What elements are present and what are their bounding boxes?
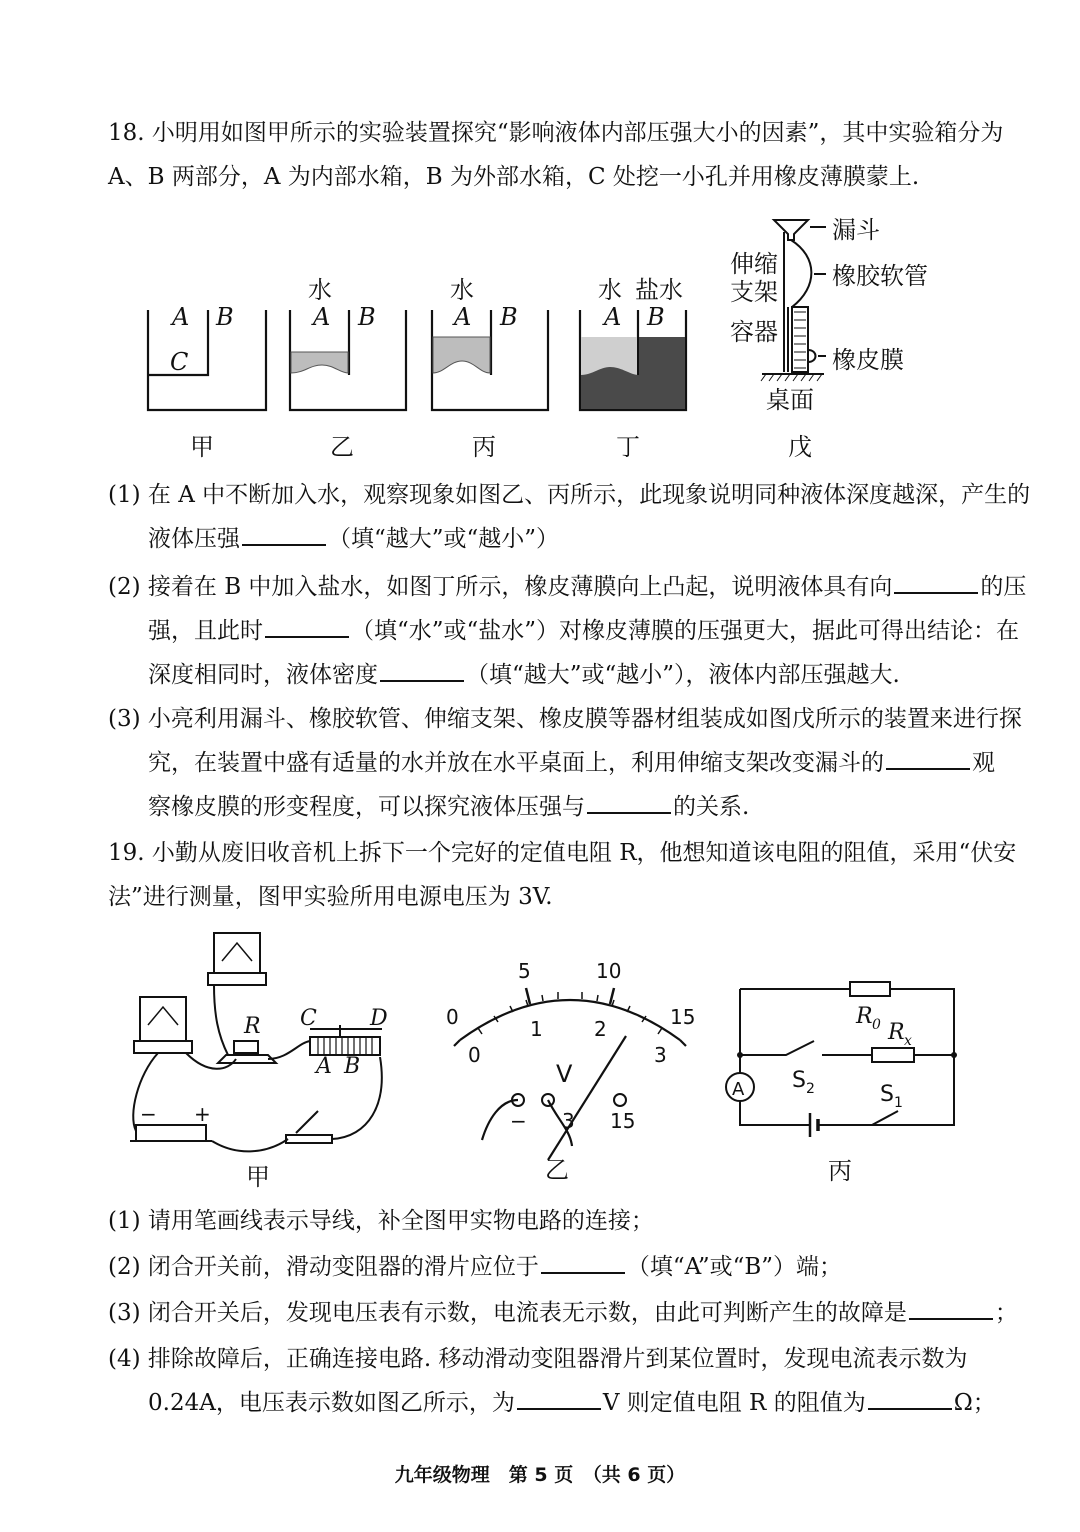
q18-p2-blank-direction[interactable]	[894, 591, 978, 594]
label-S2-sub: 2	[806, 1081, 815, 1097]
label-S2: S	[792, 1068, 806, 1093]
q18-p3-line1: (3) 小亮利用漏斗、橡胶软管、伸缩支架、橡皮膜等器材组装成如图戊所示的装置来进行探	[108, 706, 1022, 732]
q19-figure-physical-circuit	[118, 925, 408, 1195]
label-S1-sub: 1	[894, 1095, 903, 1111]
q18-p2-blank-liquid[interactable]	[265, 635, 349, 638]
dial-top-0: 0	[446, 1005, 459, 1029]
q19-p3-blank-fault[interactable]	[909, 1317, 993, 1320]
q19-p2	[108, 1254, 842, 1282]
battery-minus: −	[140, 1102, 157, 1126]
q18-p2-blank-density[interactable]	[380, 679, 464, 682]
q19-p2-blank-end[interactable]	[541, 1271, 625, 1274]
caption-19-yi: 乙	[545, 1156, 569, 1184]
caption-yi: 乙	[330, 433, 354, 461]
ding-label-A: A	[604, 303, 622, 331]
q18-p2-text-f: （填“越大”或“越小”），液体内部压强越大.	[466, 662, 900, 688]
q18-p3-line3	[148, 794, 749, 822]
device-hose-label: 橡胶软管	[832, 262, 928, 290]
q19-figure-circuit-diagram	[722, 975, 962, 1195]
caption-bing: 丙	[472, 433, 496, 461]
device-stand-label-2: 支架	[730, 278, 778, 306]
ding-saltwater-label: 盐水	[635, 276, 683, 304]
label-Rx: R	[888, 1020, 905, 1045]
bing-label-B: B	[500, 303, 518, 331]
label-R0: R	[856, 1004, 873, 1029]
q19-p3-text-b: ；	[994, 1300, 1018, 1326]
q19-p3-text-a: (3) 闭合开关后，发现电压表有示数，电流表无示数，由此可判断产生的故障是	[108, 1300, 907, 1326]
q19-p2-text-b: （填“A”或“B”）端；	[626, 1254, 843, 1280]
bing-water-label: 水	[450, 276, 474, 304]
dial-V-label: V	[556, 1060, 573, 1088]
ding-label-B: B	[647, 303, 665, 331]
q18-p2-line3	[148, 662, 900, 690]
q19-p4-blank-resistance[interactable]	[868, 1407, 952, 1410]
q19-p4-text-b: V 则定值电阻 R 的阻值为	[602, 1390, 866, 1416]
terminal-3: 3	[562, 1109, 575, 1133]
q18-figure-device	[722, 212, 962, 462]
terminal-minus: −	[510, 1109, 527, 1133]
q18-p3-text-b: 观	[972, 750, 995, 776]
q18-p3-line2	[148, 750, 995, 778]
jia-label-A: A	[172, 303, 190, 331]
q18-p2-line2	[148, 618, 1019, 646]
q19-p1: (1) 请用笔画线表示导线，补全图甲实物电路的连接；	[108, 1208, 654, 1234]
q18-p3-text-d: 的关系.	[673, 794, 750, 820]
dial-top-5: 5	[518, 959, 531, 983]
jia-label-C: C	[170, 348, 189, 376]
q18-p3-blank-depth[interactable]	[886, 767, 970, 770]
q18-p1-text: 液体压强	[148, 526, 240, 552]
dial-top-10: 10	[596, 959, 622, 983]
q19-p4-text-a: 0.24A，电压表示数如图乙所示，为	[148, 1390, 515, 1416]
q18-p1-line2	[148, 526, 559, 554]
q19-p4-text-c: Ω；	[953, 1390, 996, 1416]
yi-label-A: A	[313, 303, 331, 331]
caption-19-jia: 甲	[246, 1163, 270, 1191]
phys-label-R: R	[244, 1014, 261, 1039]
q19-stem-line1: 19. 小勤从废旧收音机上拆下一个完好的定值电阻 R，他想知道该电阻的阻值，采用“伏安	[108, 840, 1017, 866]
device-container-label: 容器	[730, 318, 778, 346]
q18-stem-line2: A、B 两部分，A 为内部水箱，B 为外部水箱，C 处挖一小孔并用橡皮薄膜蒙上.	[108, 164, 920, 190]
label-R0-sub: 0	[872, 1017, 881, 1033]
jia-label-B: B	[216, 303, 234, 331]
q18-p2-text-d: （填“水”或“盐水”）对橡皮薄膜的压强更大，据此可得出结论：在	[351, 618, 1020, 644]
dial-bottom-1: 1	[530, 1017, 543, 1041]
q19-p4-line2	[148, 1390, 996, 1418]
q19-p3	[108, 1300, 1018, 1328]
device-membrane-label: 橡皮膜	[832, 346, 904, 374]
device-desk-label: 桌面	[766, 386, 814, 414]
battery-plus: +	[194, 1102, 211, 1126]
dial-bottom-2: 2	[594, 1017, 607, 1041]
q19-p2-text-a: (2) 闭合开关前，滑动变阻器的滑片应位于	[108, 1254, 539, 1280]
dial-bottom-3: 3	[654, 1043, 667, 1067]
ammeter-label: A	[732, 1079, 745, 1100]
terminal-15: 15	[610, 1109, 636, 1133]
q19-stem-line2: 法”进行测量，图甲实验所用电源电压为 3V.	[108, 884, 553, 910]
ding-water-label: 水	[598, 276, 622, 304]
q18-p1-line1: (1) 在 A 中不断加入水，观察现象如图乙、丙所示，此现象说明同种液体深度越深，产生的	[108, 482, 1031, 508]
q18-p2-text-a: (2) 接着在 B 中加入盐水，如图丁所示，橡皮薄膜向上凸起，说明液体具有向	[108, 574, 893, 600]
page-footer: 九年级物理 第 5 页 （共 6 页）	[394, 1464, 686, 1486]
q18-p2-text-b: 的压	[980, 574, 1027, 600]
yi-label-B: B	[358, 303, 376, 331]
yi-water-label: 水	[308, 276, 332, 304]
phys-label-C: C	[300, 1006, 317, 1031]
label-S1: S	[880, 1082, 894, 1107]
label-Rx-sub: x	[904, 1033, 912, 1049]
q18-p3-text-a: 究，在装置中盛有适量的水并放在水平桌面上，利用伸缩支架改变漏斗的	[148, 750, 884, 776]
device-funnel-label: 漏斗	[832, 216, 880, 244]
phys-label-B: B	[344, 1054, 361, 1079]
q19-p4-line1: (4) 排除故障后，正确连接电路. 移动滑动变阻器滑片到某位置时，发现电流表示数为	[108, 1346, 968, 1372]
q19-figure-voltmeter	[430, 950, 710, 1190]
q18-p1-answer-blank[interactable]	[242, 543, 326, 546]
q19-p4-blank-voltage[interactable]	[517, 1407, 601, 1410]
q18-p2-text-c: 强，且此时	[148, 618, 263, 644]
device-stand-label-1: 伸缩	[730, 250, 778, 278]
q18-p3-blank-relation[interactable]	[587, 811, 671, 814]
q18-p2-text-e: 深度相同时，液体密度	[148, 662, 378, 688]
q18-p2-line1	[108, 574, 1026, 602]
dial-bottom-0: 0	[468, 1043, 481, 1067]
q18-stem-line1: 18. 小明用如图甲所示的实验装置探究“影响液体内部压强大小的因素”，其中实验箱分为	[108, 120, 1004, 146]
caption-jia: 甲	[190, 433, 214, 461]
q18-p1-hint: （填“越大”或“越小”）	[328, 526, 560, 552]
caption-wu: 戊	[788, 433, 812, 461]
phys-label-A: A	[316, 1054, 332, 1079]
q18-p3-text-c: 察橡皮膜的形变程度，可以探究液体压强与	[148, 794, 585, 820]
bing-label-A: A	[454, 303, 472, 331]
dial-top-15: 15	[670, 1005, 696, 1029]
caption-19-bing: 丙	[828, 1157, 852, 1185]
phys-label-D: D	[370, 1006, 388, 1031]
caption-ding: 丁	[616, 433, 640, 461]
